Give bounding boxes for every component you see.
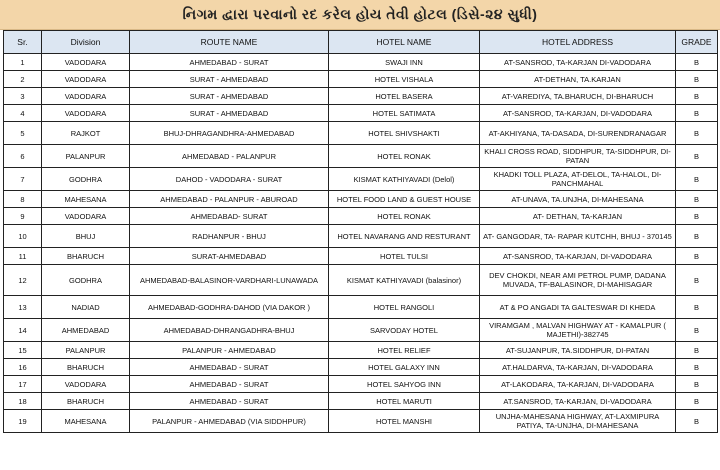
cell-sr: 9 bbox=[4, 208, 42, 225]
cell-grade: B bbox=[676, 296, 718, 319]
cell-route: SURAT - AHMEDABAD bbox=[130, 88, 329, 105]
cell-grade: B bbox=[676, 359, 718, 376]
cell-route: AHMEDABAD - PALANPUR bbox=[130, 145, 329, 168]
cell-sr: 18 bbox=[4, 393, 42, 410]
cell-grade: B bbox=[676, 88, 718, 105]
table-row bbox=[4, 359, 718, 376]
cell-hotel: HOTEL MARUTI bbox=[329, 393, 480, 410]
cell-address: AT- GANGODAR, TA- RAPAR KUTCHH, BHUJ - 370145 bbox=[480, 225, 676, 248]
cell-grade: B bbox=[676, 54, 718, 71]
cell-hotel: HOTEL VISHALA bbox=[329, 71, 480, 88]
cell-route: AHMEDABAD- SURAT bbox=[130, 208, 329, 225]
cell-route: DAHOD - VADODARA - SURAT bbox=[130, 168, 329, 191]
cell-grade: B bbox=[676, 208, 718, 225]
cell-sr: 4 bbox=[4, 105, 42, 122]
cell-route: AHMEDABAD - SURAT bbox=[130, 54, 329, 71]
cell-hotel: HOTEL BASERA bbox=[329, 88, 480, 105]
cell-address: AT-SUJANPUR, TA.SIDDHPUR, DI-PATAN bbox=[480, 342, 676, 359]
table-row bbox=[4, 145, 718, 168]
table-row bbox=[4, 88, 718, 105]
cell-address: UNJHA-MAHESANA HIGHWAY, AT-LAXMIPURA PATIYA, TA-UNJHA, DI-MAHESANA bbox=[480, 410, 676, 433]
table-row bbox=[4, 296, 718, 319]
cell-route: SURAT - AHMEDABAD bbox=[130, 71, 329, 88]
cell-sr: 2 bbox=[4, 71, 42, 88]
cell-division: BHARUCH bbox=[42, 359, 130, 376]
table-row bbox=[4, 248, 718, 265]
cell-hotel: SARVODAY HOTEL bbox=[329, 319, 480, 342]
cell-sr: 14 bbox=[4, 319, 42, 342]
cell-grade: B bbox=[676, 105, 718, 122]
cell-hotel: KISMAT KATHIYAVADI (Delol) bbox=[329, 168, 480, 191]
cell-grade: B bbox=[676, 342, 718, 359]
hotel-table bbox=[3, 30, 718, 433]
cell-hotel: SWAJI INN bbox=[329, 54, 480, 71]
table-row bbox=[4, 393, 718, 410]
cell-address: AT-SANSROD, TA-KARJAN, DI-VADODARA bbox=[480, 248, 676, 265]
cell-address: AT.SANSROD, TA-KARJAN, DI-VADODARA bbox=[480, 393, 676, 410]
cell-grade: B bbox=[676, 191, 718, 208]
cell-address: AT- DETHAN, TA-KARJAN bbox=[480, 208, 676, 225]
cell-route: AHMEDABAD-BALASINOR-VARDHARI-LUNAWADA bbox=[130, 265, 329, 296]
cell-hotel: HOTEL GALAXY INN bbox=[329, 359, 480, 376]
cell-hotel: HOTEL RONAK bbox=[329, 208, 480, 225]
cell-route: AHMEDABAD - SURAT bbox=[130, 376, 329, 393]
cell-grade: B bbox=[676, 145, 718, 168]
cell-division: AHMEDABAD bbox=[42, 319, 130, 342]
cell-route: AHMEDABAD-DHRANGADHRA-BHUJ bbox=[130, 319, 329, 342]
cell-hotel: HOTEL RONAK bbox=[329, 145, 480, 168]
cell-grade: B bbox=[676, 319, 718, 342]
header-hotel: HOTEL NAME bbox=[329, 31, 480, 54]
cell-route: AHMEDABAD-GODHRA-DAHOD (VIA DAKOR ) bbox=[130, 296, 329, 319]
cell-address: AT-LAKODARA, TA-KARJAN, DI-VADODARA bbox=[480, 376, 676, 393]
cell-division: VADODARA bbox=[42, 88, 130, 105]
cell-division: NADIAD bbox=[42, 296, 130, 319]
table-row bbox=[4, 168, 718, 191]
cell-route: PALANPUR - AHMEDABAD (VIA SIDDHPUR) bbox=[130, 410, 329, 433]
cell-address: AT-UNAVA, TA.UNJHA, DI-MAHESANA bbox=[480, 191, 676, 208]
cell-sr: 3 bbox=[4, 88, 42, 105]
header-address: HOTEL ADDRESS bbox=[480, 31, 676, 54]
cell-grade: B bbox=[676, 376, 718, 393]
table-body bbox=[4, 54, 718, 433]
cell-address: AT-DETHAN, TA.KARJAN bbox=[480, 71, 676, 88]
table-row bbox=[4, 191, 718, 208]
cell-hotel: HOTEL FOOD LAND & GUEST HOUSE bbox=[329, 191, 480, 208]
cell-division: GODHRA bbox=[42, 168, 130, 191]
cell-sr: 5 bbox=[4, 122, 42, 145]
cell-address: AT & PO ANGADI TA GALTESWAR DI KHEDA bbox=[480, 296, 676, 319]
table-row bbox=[4, 342, 718, 359]
cell-hotel: KISMAT KATHIYAVADI (balasinor) bbox=[329, 265, 480, 296]
cell-sr: 16 bbox=[4, 359, 42, 376]
cell-address: DEV CHOKDI, NEAR AMI PETROL PUMP, DADANA MUVADA, TF-BALASINOR, DI-MAHISAGAR bbox=[480, 265, 676, 296]
cell-division: RAJKOT bbox=[42, 122, 130, 145]
cell-address: KHADKI TOLL PLAZA, AT-DELOL, TA-HALOL, DI-PANCHMAHAL bbox=[480, 168, 676, 191]
cell-address: AT.HALDARVA, TA-KARJAN, DI-VADODARA bbox=[480, 359, 676, 376]
cell-hotel: HOTEL SHIVSHAKTI bbox=[329, 122, 480, 145]
cell-division: BHUJ bbox=[42, 225, 130, 248]
cell-division: VADODARA bbox=[42, 105, 130, 122]
cell-sr: 10 bbox=[4, 225, 42, 248]
table-row bbox=[4, 376, 718, 393]
cell-route: AHMEDABAD - SURAT bbox=[130, 359, 329, 376]
cell-division: PALANPUR bbox=[42, 145, 130, 168]
cell-division: VADODARA bbox=[42, 376, 130, 393]
cell-address: AT-SANSROD, TA-KARJAN DI-VADODARA bbox=[480, 54, 676, 71]
cell-division: BHARUCH bbox=[42, 248, 130, 265]
cell-division: VADODARA bbox=[42, 208, 130, 225]
cell-address: AT-VAREDIYA, TA.BHARUCH, DI-BHARUCH bbox=[480, 88, 676, 105]
cell-hotel: HOTEL NAVARANG AND RESTURANT bbox=[329, 225, 480, 248]
cell-grade: B bbox=[676, 168, 718, 191]
table-row bbox=[4, 71, 718, 88]
cell-division: PALANPUR bbox=[42, 342, 130, 359]
cell-sr: 6 bbox=[4, 145, 42, 168]
header-row bbox=[4, 31, 718, 54]
cell-grade: B bbox=[676, 122, 718, 145]
table-row bbox=[4, 105, 718, 122]
header-grade: GRADE bbox=[676, 31, 718, 54]
cell-hotel: HOTEL SATIMATA bbox=[329, 105, 480, 122]
cell-sr: 7 bbox=[4, 168, 42, 191]
cell-hotel: HOTEL RANGOLI bbox=[329, 296, 480, 319]
cell-sr: 8 bbox=[4, 191, 42, 208]
cell-division: BHARUCH bbox=[42, 393, 130, 410]
header-division: Division bbox=[42, 31, 130, 54]
cell-route: SURAT-AHMEDABAD bbox=[130, 248, 329, 265]
cell-sr: 1 bbox=[4, 54, 42, 71]
table-row bbox=[4, 225, 718, 248]
cell-grade: B bbox=[676, 225, 718, 248]
table-row bbox=[4, 319, 718, 342]
cell-grade: B bbox=[676, 248, 718, 265]
cell-division: VADODARA bbox=[42, 71, 130, 88]
cell-route: PALANPUR - AHMEDABAD bbox=[130, 342, 329, 359]
cell-address: AT-AKHIYANA, TA-DASADA, DI-SURENDRANAGAR bbox=[480, 122, 676, 145]
cell-division: MAHESANA bbox=[42, 410, 130, 433]
cell-route: BHUJ-DHRAGANDHRA-AHMEDABAD bbox=[130, 122, 329, 145]
table-row bbox=[4, 410, 718, 433]
cell-address: AT-SANSROD, TA-KARJAN, DI-VADODARA bbox=[480, 105, 676, 122]
cell-grade: B bbox=[676, 265, 718, 296]
cell-address: KHALI CROSS ROAD, SIDDHPUR, TA-SIDDHPUR, DI-PATAN bbox=[480, 145, 676, 168]
cell-route: AHMEDABAD - PALANPUR - ABUROAD bbox=[130, 191, 329, 208]
cell-hotel: HOTEL MANSHI bbox=[329, 410, 480, 433]
table-row bbox=[4, 265, 718, 296]
cell-route: RADHANPUR - BHUJ bbox=[130, 225, 329, 248]
header-route: ROUTE NAME bbox=[130, 31, 329, 54]
cell-sr: 11 bbox=[4, 248, 42, 265]
document-title: નિગમ દ્વારા પરવાનો રદ કરેલ હોય તેવી હોટલ (ડિસે-૨૪ સુધી) bbox=[0, 0, 720, 30]
table-row bbox=[4, 122, 718, 145]
cell-hotel: HOTEL TULSI bbox=[329, 248, 480, 265]
cell-sr: 17 bbox=[4, 376, 42, 393]
cell-hotel: HOTEL RELIEF bbox=[329, 342, 480, 359]
cell-division: VADODARA bbox=[42, 54, 130, 71]
header-sr: Sr. bbox=[4, 31, 42, 54]
cell-route: SURAT - AHMEDABAD bbox=[130, 105, 329, 122]
cell-sr: 13 bbox=[4, 296, 42, 319]
cell-sr: 19 bbox=[4, 410, 42, 433]
cell-hotel: HOTEL SAHYOG INN bbox=[329, 376, 480, 393]
table-row bbox=[4, 208, 718, 225]
table-row bbox=[4, 54, 718, 71]
cell-sr: 12 bbox=[4, 265, 42, 296]
cell-grade: B bbox=[676, 393, 718, 410]
cell-division: GODHRA bbox=[42, 265, 130, 296]
cell-address: VIRAMGAM , MALVAN HIGHWAY AT - KAMALPUR ( MAJETHI)-382745 bbox=[480, 319, 676, 342]
cell-grade: B bbox=[676, 71, 718, 88]
cell-sr: 15 bbox=[4, 342, 42, 359]
cell-route: AHMEDABAD - SURAT bbox=[130, 393, 329, 410]
cell-grade: B bbox=[676, 410, 718, 433]
cell-division: MAHESANA bbox=[42, 191, 130, 208]
